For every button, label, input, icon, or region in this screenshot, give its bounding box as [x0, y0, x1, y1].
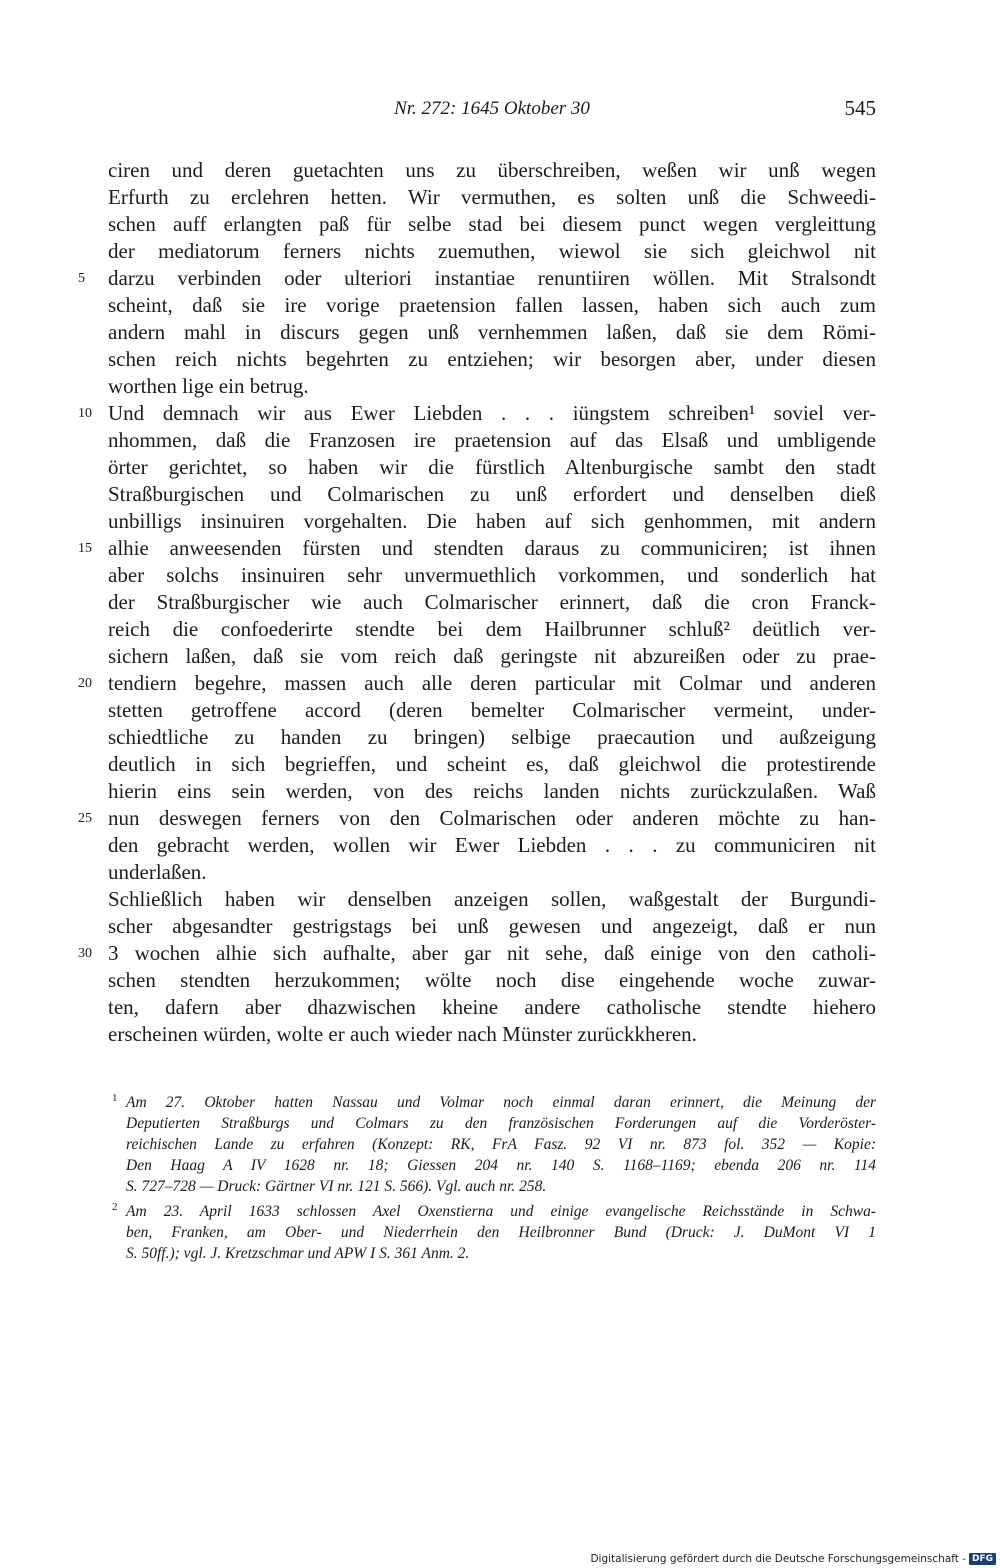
page-number: 545 [844, 96, 876, 120]
footnote-line: Den Haag A IV 1628 nr. 18; Giessen 204 nr. 140 S. 1168–1169; ebenda 206 nr. 114 [126, 1157, 876, 1174]
footnote-line: reichischen Lande zu erfahren (Konzept: RK, FrA Fasz. 92 VI nr. 873 fol. 352 — Kopie: [126, 1136, 876, 1153]
dfg-logo: DFG [969, 1553, 996, 1565]
body-line: nun deswegen ferners von den Colmarischen oder anderen möchte zu han- [108, 806, 876, 830]
body-line: der mediatorum ferners nichts zuemuthen, wiewol sie sich gleichwol nit [108, 239, 876, 263]
body-line: tendiern begehre, massen auch alle deren particular mit Colmar und anderen [108, 671, 876, 695]
body-line: darzu verbinden oder ulteriori instantiae renuntiiren wöllen. Mit Stralsondt [108, 266, 876, 290]
body-line: der Straßburgischer wie auch Colmarischer erinnert, daß die cron Franck- [108, 590, 876, 614]
line-number: 20 [78, 676, 92, 691]
body-line: scheint, daß sie ire vorige praetension fallen lassen, haben sich auch zum [108, 293, 876, 317]
footnote-line: ben, Franken, am Ober- und Niederrhein den Heilbronner Bund (Druck: J. DuMont VI 1 [126, 1224, 876, 1241]
body-line: sichern laßen, daß sie vom reich daß geringste nit abzureißen oder zu prae- [108, 644, 876, 668]
credit-text: Digitalisierung gefördert durch die Deutsche Forschungsgemeinschaft - [590, 1553, 966, 1565]
body-line: schen auff erlangten paß für selbe stad bei diesem punct wegen vergleittung [108, 212, 876, 236]
body-line: nhommen, daß die Franzosen ire praetension auf das Elsaß und umbligende [108, 428, 876, 452]
page-header [108, 98, 876, 128]
body-line: örter gerichtet, so haben wir die fürstlich Altenburgische sambt den stadt [108, 455, 876, 479]
body-line: schen stendten herzukommen; wölte noch dise eingehende woche zuwar- [108, 968, 876, 992]
body-line: stetten getroffene accord (deren bemelter Colmarischer vermeint, under- [108, 698, 876, 722]
body-line: erscheinen würden, wolte er auch wieder nach Münster zurückkheren. [108, 1022, 697, 1046]
body-line: Straßburgischen und Colmarischen zu unß erfordert und denselben dieß [108, 482, 876, 506]
body-line: schen reich nichts begehrten zu entziehen; wir besorgen aber, under diesen [108, 347, 876, 371]
running-head: Nr. 272: 1645 Oktober 30 [394, 98, 590, 119]
body-line: reich die confoederirte stendte bei dem Hailbrunner schluß² deütlich ver- [108, 617, 876, 641]
digitization-credit [0, 1550, 1000, 1568]
body-line: 3 wochen alhie sich aufhalte, aber gar nit sehe, daß einige von den catholi- [108, 941, 876, 965]
body-line: aber solchs insinuiren sehr unvermuethlich vorkommen, und sonderlich hat [108, 563, 876, 587]
body-line: worthen lige ein betrug. [108, 374, 309, 398]
body-line: den gebracht werden, wollen wir Ewer Liebden . . . zu communiciren nit [108, 833, 876, 857]
body-line: ten, dafern aber dhazwischen kheine andere catholische stendte hiehero [108, 995, 876, 1019]
body-line: hierin eins sein werden, von des reichs landen nichts zurückzulaßen. Waß [108, 779, 876, 803]
footnote-line: S. 50ff.); vgl. J. Kretzschmar und APW I S. 361 Anm. 2. [126, 1245, 470, 1262]
body-line: ciren und deren guetachten uns zu überschreiben, weßen wir unß wegen [108, 158, 876, 182]
footnote-line: Deputierten Straßburgs und Colmars zu den französischen Forderungen auf die Vorderöster- [126, 1115, 876, 1132]
footnote-line: Am 23. April 1633 schlossen Axel Oxenstierna und einige evangelische Reichsstände in Schwa- [126, 1203, 876, 1220]
footnote-line: S. 727–728 — Druck: Gärtner VI nr. 121 S. 566). Vgl. auch nr. 258. [126, 1178, 547, 1195]
body-line: deutlich in sich begrieffen, und scheint es, daß gleichwol die protestirende [108, 752, 876, 776]
footnote-line: Am 27. Oktober hatten Nassau und Volmar noch einmal daran erinnert, die Meinung der [126, 1094, 876, 1111]
body-line: Und demnach wir aus Ewer Liebden . . . iüngstem schreiben¹ soviel ver- [108, 401, 876, 425]
footnote-mark: 1 [112, 1092, 118, 1104]
body-line: Schließlich haben wir denselben anzeigen sollen, waßgestalt der Burgundi- [108, 887, 876, 911]
line-number: 5 [78, 271, 85, 286]
line-number: 15 [78, 541, 92, 556]
line-number: 30 [78, 946, 92, 961]
body-line: andern mahl in discurs gegen unß vernhemmen laßen, daß sie dem Römi- [108, 320, 876, 344]
body-line: alhie anweesenden fürsten und stendten daraus zu communiciren; ist ihnen [108, 536, 876, 560]
body-line: unbilligs insinuiren vorgehalten. Die haben auf sich genhommen, mit andern [108, 509, 876, 533]
body-line: schiedtliche zu handen zu bringen) selbige praecaution und außzeigung [108, 725, 876, 749]
body-line: scher abgesandter gestrigstags bei unß gewesen und angezeigt, daß er nun [108, 914, 876, 938]
body-line: Erfurth zu erclehren hetten. Wir vermuthen, es solten unß die Schweedi- [108, 185, 876, 209]
body-line: underlaßen. [108, 860, 207, 884]
line-number: 25 [78, 811, 92, 826]
line-number: 10 [78, 406, 92, 421]
footnote-mark: 2 [112, 1201, 118, 1213]
